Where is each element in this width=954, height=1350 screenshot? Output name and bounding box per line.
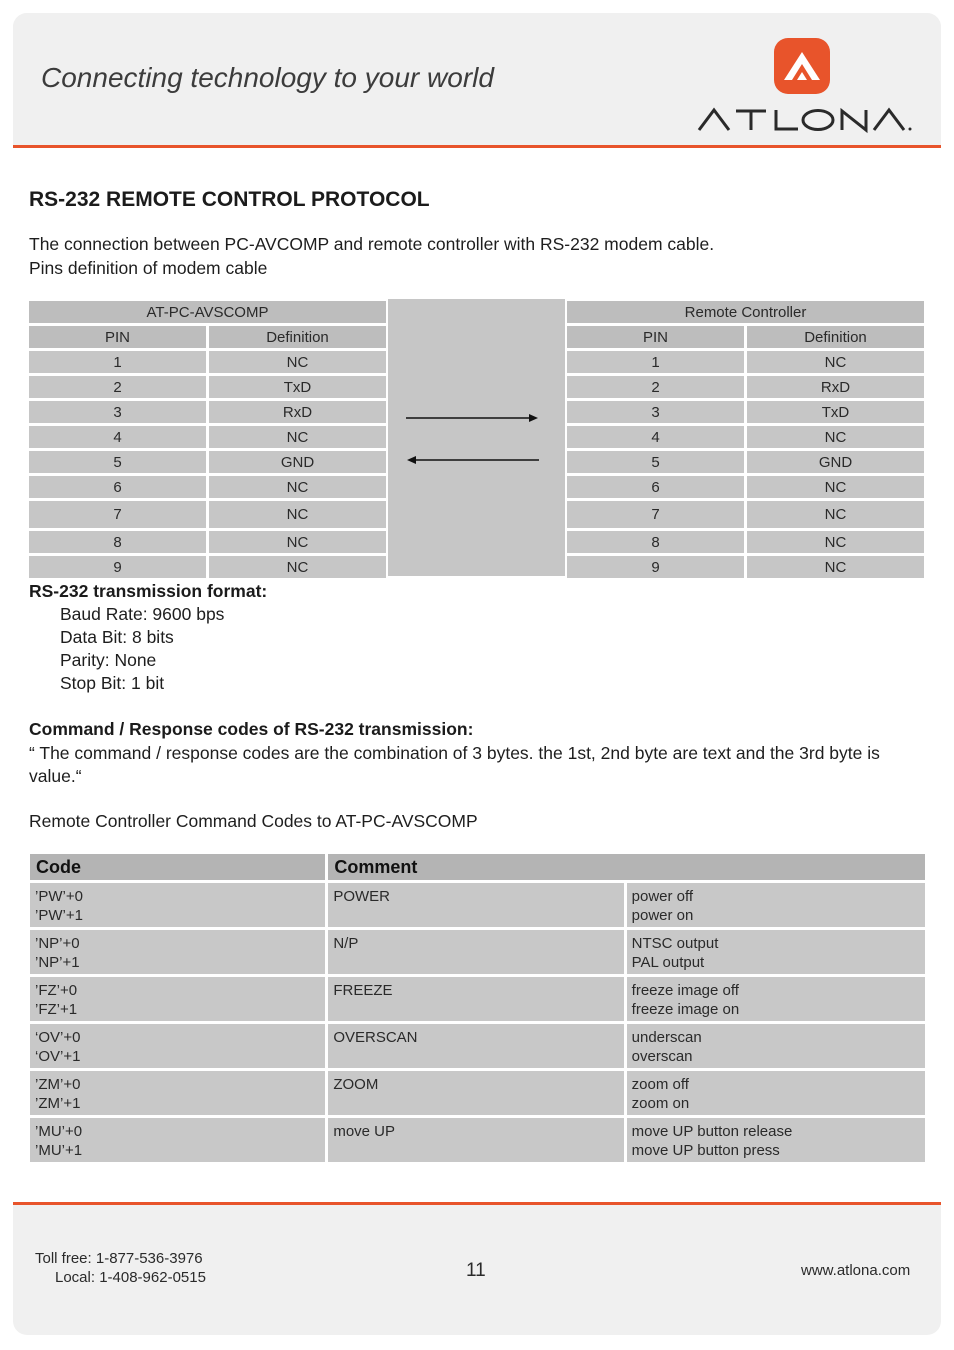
- left-pin-definition-cell: GND: [209, 451, 386, 473]
- left-pin-pin-cell: 1: [29, 351, 206, 373]
- code-cell: [30, 883, 325, 927]
- right-pin-definition-cell: RxD: [747, 376, 924, 398]
- code-cell: [30, 1118, 325, 1162]
- right-col-definition: Definition: [747, 326, 924, 348]
- left-pin-definition-cell: NC: [209, 556, 386, 578]
- local-number: Local: 1-408-962-0515: [55, 1269, 206, 1286]
- right-pin-row: [567, 351, 924, 373]
- right-pin-pin-cell: 8: [567, 531, 744, 553]
- command-name-cell: [328, 1118, 623, 1162]
- code-cell-line: ‘OV’+1: [35, 1048, 81, 1065]
- left-pin-pin-cell: 5: [29, 451, 206, 473]
- website-link[interactable]: www.atlona.com: [801, 1262, 911, 1279]
- command-description-cell-line: overscan: [631, 1048, 693, 1065]
- right-pin-definition-cell: NC: [747, 426, 924, 448]
- code-row: [30, 1071, 925, 1115]
- left-col-definition: Definition: [209, 326, 386, 348]
- left-pin-row: [29, 351, 386, 373]
- codes-subtitle: Remote Controller Command Codes to AT-PC-AVSCOMP: [29, 811, 478, 831]
- right-pin-row: [567, 401, 924, 423]
- command-description-cell: [627, 1071, 925, 1115]
- right-pin-row: [567, 451, 924, 473]
- page-number: 11: [466, 1260, 486, 1281]
- code-row: [30, 1118, 925, 1162]
- right-pin-pin-cell: 5: [567, 451, 744, 473]
- command-description-cell: [627, 883, 925, 927]
- footer-divider: [13, 1202, 941, 1205]
- code-cell-line: ‘OV’+0: [35, 1029, 81, 1046]
- left-pin-pin-cell: 4: [29, 426, 206, 448]
- code-cell-line: ’PW’+0: [35, 888, 83, 905]
- code-cell: [30, 930, 325, 974]
- left-pin-row: [29, 451, 386, 473]
- code-cell-line: ’NP’+0: [35, 935, 80, 952]
- left-pin-definition-cell: TxD: [209, 376, 386, 398]
- code-row: [30, 930, 925, 974]
- right-pin-pin-cell: 2: [567, 376, 744, 398]
- command-description-cell: [627, 930, 925, 974]
- left-pin-pin-cell: 9: [29, 556, 206, 578]
- command-name-cell: [328, 930, 623, 974]
- right-pin-pin-cell: 9: [567, 556, 744, 578]
- col-code: Code: [30, 854, 325, 880]
- code-cell-line: ’ZM’+0: [35, 1076, 81, 1093]
- right-col-pin: PIN: [567, 326, 744, 348]
- left-pin-row: [29, 426, 386, 448]
- right-pin-pin-cell: 7: [567, 501, 744, 528]
- command-name-cell-line: POWER: [333, 888, 390, 905]
- right-pin-table: [564, 298, 927, 581]
- command-description-cell: [627, 977, 925, 1021]
- command-description-cell: [627, 1118, 925, 1162]
- code-cell-line: ’FZ’+1: [35, 1001, 78, 1018]
- command-name-cell-line: N/P: [333, 935, 359, 952]
- command-description-cell-line: freeze image on: [631, 1001, 740, 1018]
- code-cell-line: ’MU’+1: [35, 1142, 83, 1159]
- code-cell: [30, 1071, 325, 1115]
- codes-description: “ The command / response codes are the combination of 3 bytes. the 1st, 2nd byte are text and the 3rd byte is value.“: [29, 743, 880, 786]
- left-pin-row: [29, 556, 386, 578]
- left-pin-row: [29, 531, 386, 553]
- command-name-cell: [328, 1071, 623, 1115]
- right-pin-definition-cell: NC: [747, 476, 924, 498]
- command-description-cell-line: move UP button release: [631, 1123, 793, 1140]
- command-description-cell-line: power on: [631, 907, 694, 924]
- code-row: [30, 977, 925, 1021]
- right-pin-definition-cell: NC: [747, 501, 924, 528]
- right-pin-definition-cell: TxD: [747, 401, 924, 423]
- command-code-table: [27, 851, 928, 1165]
- left-pin-definition-cell: NC: [209, 501, 386, 528]
- atlona-wordmark: [696, 106, 914, 134]
- col-comment: Comment: [328, 854, 925, 880]
- left-pin-definition-cell: NC: [209, 351, 386, 373]
- command-description-cell: [627, 1024, 925, 1068]
- signal-arrows: [388, 299, 565, 576]
- command-description-cell-line: underscan: [631, 1029, 702, 1046]
- arrows-icon: [388, 299, 565, 576]
- right-pin-pin-cell: 4: [567, 426, 744, 448]
- right-pin-row: [567, 531, 924, 553]
- code-cell-line: ’PW’+1: [35, 907, 83, 924]
- left-pin-pin-cell: 2: [29, 376, 206, 398]
- command-description-cell-line: zoom off: [631, 1076, 689, 1093]
- left-pin-row: [29, 501, 386, 528]
- command-description-cell-line: move UP button press: [631, 1142, 780, 1159]
- format-item: Data Bit: 8 bits: [60, 627, 174, 647]
- left-pin-definition-cell: NC: [209, 426, 386, 448]
- format-item: Stop Bit: 1 bit: [60, 673, 165, 693]
- right-pin-row: [567, 376, 924, 398]
- left-pin-definition-cell: NC: [209, 476, 386, 498]
- command-name-cell: [328, 977, 623, 1021]
- command-name-cell: [328, 883, 623, 927]
- code-row: [30, 883, 925, 927]
- right-pin-pin-cell: 3: [567, 401, 744, 423]
- format-item: Baud Rate: 9600 bps: [60, 604, 225, 624]
- code-cell-line: ’NP’+1: [35, 954, 80, 971]
- command-description-cell-line: PAL output: [631, 954, 705, 971]
- command-name-cell-line: move UP: [333, 1123, 396, 1140]
- left-pin-definition-cell: RxD: [209, 401, 386, 423]
- code-cell: [30, 977, 325, 1021]
- intro-line-1: The connection between PC-AVCOMP and remote controller with RS-232 modem cable.: [29, 234, 715, 254]
- code-cell-line: ’MU’+0: [35, 1123, 83, 1140]
- left-pin-row: [29, 476, 386, 498]
- right-pin-definition-cell: NC: [747, 556, 924, 578]
- right-pin-row: [567, 501, 924, 528]
- left-pin-row: [29, 376, 386, 398]
- command-name-cell: [328, 1024, 623, 1068]
- format-title: RS-232 transmission format:: [29, 581, 268, 601]
- left-pin-pin-cell: 8: [29, 531, 206, 553]
- command-name-cell-line: FREEZE: [333, 982, 393, 999]
- tagline: Connecting technology to your world: [41, 62, 494, 93]
- format-item: Parity: None: [60, 650, 157, 670]
- section-title: RS-232 REMOTE CONTROL PROTOCOL: [29, 188, 430, 211]
- right-pin-row: [567, 476, 924, 498]
- code-cell-line: ’ZM’+1: [35, 1095, 81, 1112]
- code-cell: [30, 1024, 325, 1068]
- codes-title: Command / Response codes of RS-232 transmission:: [29, 719, 474, 739]
- right-pin-definition-cell: NC: [747, 351, 924, 373]
- left-pin-pin-cell: 7: [29, 501, 206, 528]
- right-pin-row: [567, 426, 924, 448]
- code-row: [30, 1024, 925, 1068]
- right-pin-definition-cell: NC: [747, 531, 924, 553]
- command-description-cell-line: power off: [631, 888, 694, 905]
- command-name-cell-line: OVERSCAN: [333, 1029, 418, 1046]
- right-pin-row: [567, 556, 924, 578]
- left-pin-definition-cell: NC: [209, 531, 386, 553]
- toll-free-number: Toll free: 1-877-536-3976: [35, 1250, 203, 1267]
- left-pin-pin-cell: 3: [29, 401, 206, 423]
- command-name-cell-line: ZOOM: [333, 1076, 379, 1093]
- left-table-title: AT-PC-AVSCOMP: [29, 301, 386, 323]
- atlona-logo-icon: [772, 36, 832, 96]
- left-pin-table: [26, 298, 389, 581]
- left-pin-row: [29, 401, 386, 423]
- right-table-title: Remote Controller: [567, 301, 924, 323]
- command-description-cell-line: freeze image off: [631, 982, 739, 999]
- intro-line-2: Pins definition of modem cable: [29, 258, 268, 278]
- right-pin-pin-cell: 6: [567, 476, 744, 498]
- code-cell-line: ’FZ’+0: [35, 982, 78, 999]
- left-col-pin: PIN: [29, 326, 206, 348]
- logo-text: ATLONA: [696, 106, 700, 107]
- command-description-cell-line: NTSC output: [631, 935, 719, 952]
- right-pin-definition-cell: GND: [747, 451, 924, 473]
- right-pin-pin-cell: 1: [567, 351, 744, 373]
- left-pin-pin-cell: 6: [29, 476, 206, 498]
- command-description-cell-line: zoom on: [631, 1095, 690, 1112]
